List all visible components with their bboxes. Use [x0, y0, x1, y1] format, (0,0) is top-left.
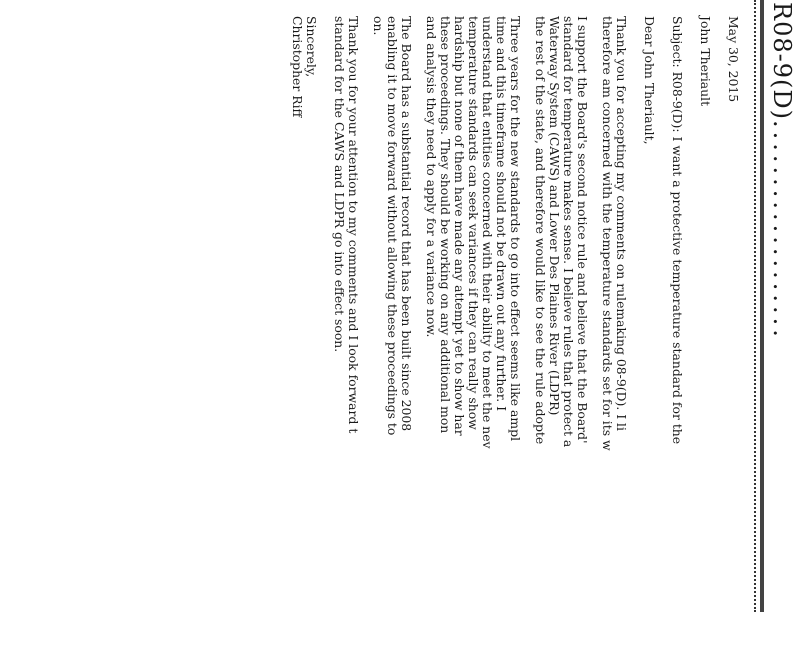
paragraph — [424, 16, 522, 656]
paragraph-line: I support the Board's second notice rule and believe that the Board' — [575, 16, 590, 444]
header-dotted-line — [752, 0, 756, 612]
paragraph-line: Thank you for accepting my comments on rulemaking 08-9(D). I li — [614, 16, 629, 431]
paragraph-line: temperature standards can seek variances if they can really show — [466, 16, 481, 430]
paragraph — [600, 16, 628, 656]
letter-date: May 30, 2015 — [726, 16, 741, 103]
paragraph — [371, 16, 413, 656]
paragraph-line: time and this timeframe should not be drawn out any further. I — [494, 16, 509, 412]
letter-body — [290, 16, 740, 656]
letter-salutation: Dear John Theriault, — [642, 16, 657, 145]
paragraph-line: Waterway System (CAWS) and Lower Des Plaines River (LDPR) — [547, 16, 562, 416]
letter-subject: Subject: R08-9(D): I want a protective temperature standard for the — [670, 16, 685, 445]
title-text: R08-9(D) — [768, 2, 796, 120]
recipient-name: John Theriault — [698, 16, 713, 107]
paragraph-line: understand that entities concerned with their ability to meet the nev — [480, 16, 495, 449]
paragraph-line: these proceedings. They should be working on any additional mon — [438, 16, 453, 434]
paragraph-line: hardship but none of them have made any attempt yet to show har — [452, 16, 467, 436]
title-dots: ................... — [768, 119, 796, 341]
paragraph-line: on. — [371, 16, 386, 36]
paragraph — [332, 16, 360, 656]
paragraph-line: standard for the CAWS and LDPR go into effect soon. — [332, 16, 347, 353]
paragraph-line: enabling it to move forward without allowing these proceedings to — [385, 16, 400, 436]
paragraph-line: the rest of the state, and therefore would like to see the rule adopte — [533, 16, 548, 445]
paragraph-line: therefore am concerned with the temperature standards set for its w — [600, 16, 615, 451]
letter-closing: Sincerely, — [304, 16, 319, 78]
document-title — [768, 2, 796, 341]
paragraph — [533, 16, 589, 656]
paragraph-line: Three years for the new standards to go into effect seems like ampl — [508, 16, 523, 442]
paragraph-line: The Board has a substantial record that has been built since 2008 — [399, 16, 414, 432]
header-rule — [760, 0, 764, 612]
paragraph-line: and analysis they need to apply for a variance now. — [424, 16, 439, 338]
letter-signature: Christopher Riff — [290, 16, 305, 118]
paragraph-line: Thank you for your attention to my comments and I look forward t — [346, 16, 361, 434]
paragraph-line: standard for temperature makes sense. I believe rules that protect a — [561, 16, 576, 448]
